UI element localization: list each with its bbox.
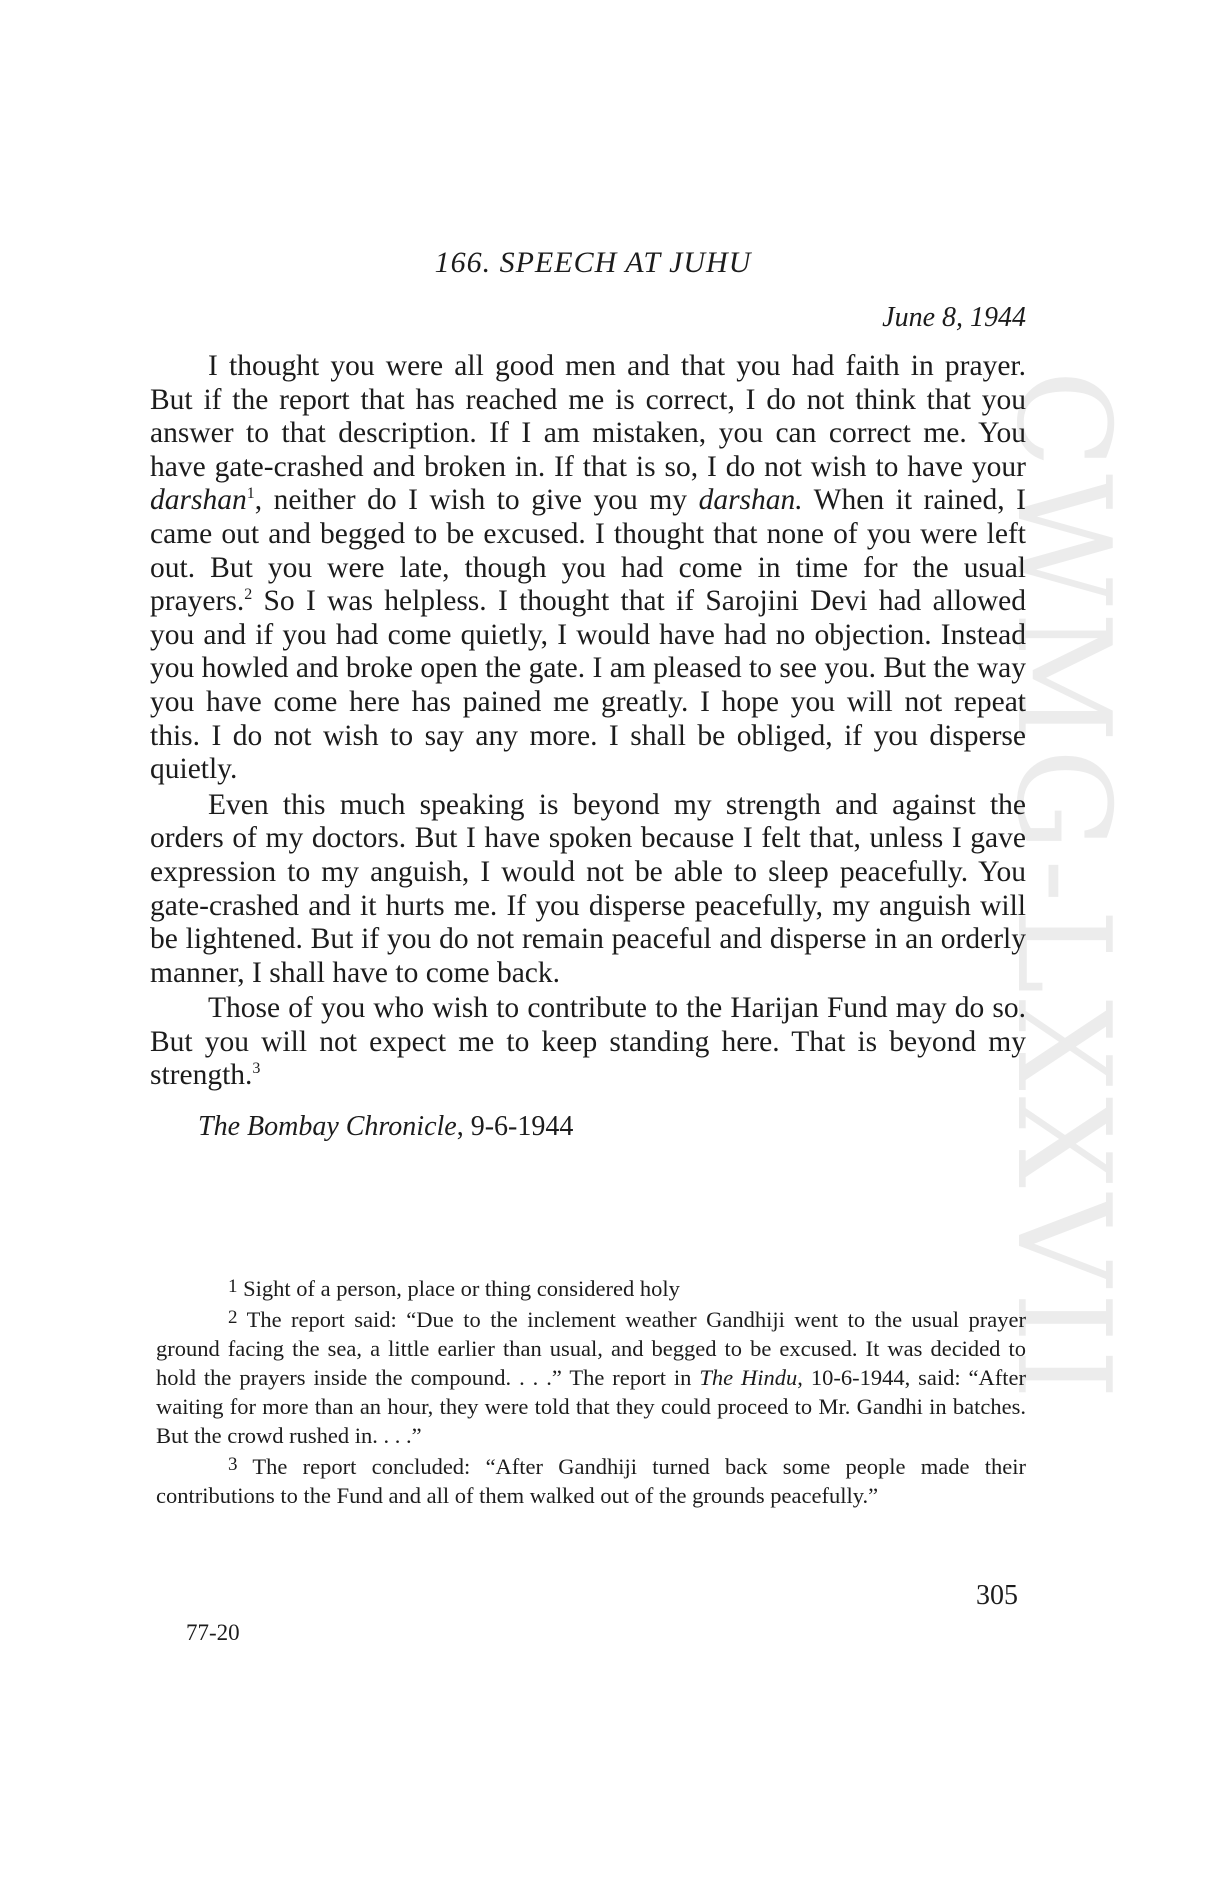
paragraph-2: Even this much speaking is beyond my strength and against the orders of my doctors. But I have spoken because I felt that, unless I gave expression to my anguish, I would not be able to sleep peacefully. You gate-crashed and it hurts me. If you disperse peacefully, my anguish will be lightened. But if you do not remain peaceful and disperse in an orderly manner, I shall have to come back. bbox=[150, 788, 1026, 989]
printer-signature: 77-20 bbox=[186, 1620, 240, 1645]
footnotes bbox=[156, 1272, 1026, 1510]
italic-term: darshan bbox=[150, 484, 247, 517]
watermark: CWMG-LXXVII bbox=[988, 370, 1137, 1406]
footnote-ref-3[interactable]: 3 bbox=[252, 1060, 261, 1078]
footnote-text: The report said: “Due to the inclement weather Gandhiji went to the usual prayer ground facing the sea, a little earlier than usual, and begged to be excused. It was decided to hold the prayers inside the compound. . . .” The report in bbox=[156, 1307, 1026, 1390]
paragraph-text: When it rained, I came out and begged to be excused. I thought that none of you were left out. But you were late, though you had come in time for the usual prayers. bbox=[150, 484, 1027, 618]
paragraph-text: , neither do I wish to give you my bbox=[254, 484, 699, 517]
footnote-ref-2[interactable]: 2 bbox=[244, 586, 253, 604]
footnote-ref-1[interactable]: 1 bbox=[246, 485, 255, 503]
italic-publication: The Hindu bbox=[699, 1365, 798, 1390]
paragraph-1 bbox=[150, 350, 1026, 787]
footnote-number: 2 bbox=[228, 1307, 238, 1328]
italic-term: darshan. bbox=[698, 484, 803, 517]
source-date: , 9-6-1944 bbox=[456, 1111, 574, 1143]
article-body bbox=[150, 350, 1026, 1143]
footnote-3 bbox=[156, 1450, 1026, 1510]
source-publication: The Bombay Chronicle bbox=[198, 1111, 457, 1143]
footnote-text: The report concluded: “After Gandhiji turned back some people made their contributions to the Fund and all of them walked out of the grounds peacefully.” bbox=[156, 1454, 1026, 1508]
paragraph-text: I thought you were all good men and that you had faith in prayer. But if the report that has reached me is correct, I do not think that you answer to that description. If I am mistaken, you can correct me. You have gate-crashed and broken in. If that is so, I do not wish to have your bbox=[150, 350, 1026, 483]
footnote-number: 3 bbox=[228, 1454, 238, 1475]
footnote-number: 1 bbox=[228, 1276, 238, 1297]
source-citation bbox=[198, 1111, 1026, 1143]
paragraph-3 bbox=[150, 992, 1026, 1093]
paragraph-text: Those of you who wish to contribute to the Harijan Fund may do so. But you will not expect me to keep standing here. That is beyond my strength. bbox=[150, 992, 1026, 1092]
article-date: June 8, 1944 bbox=[882, 302, 1026, 333]
footnote-1 bbox=[156, 1272, 1026, 1303]
footnote-text: Sight of a person, place or thing considered holy bbox=[237, 1276, 680, 1301]
article-title: 166. SPEECH AT JUHU bbox=[434, 246, 752, 279]
page-number: 305 bbox=[976, 1580, 1018, 1611]
paragraph-text: So I was helpless. I thought that if Sarojini Devi had allowed you and if you had come quietly, I would have had no objection. Instead you howled and broke open the gate. I am pleased to see you. But the way you have come here has pained me greatly. I hope you will not repeat this. I do not wish to say any more. I shall be obliged, if you disperse quietly. bbox=[150, 585, 1026, 786]
page-header bbox=[150, 246, 1026, 334]
footnote-2 bbox=[156, 1303, 1026, 1450]
footnote-text: , 10-6-1944, said: “After waiting for more than an hour, they were told that they could proceed to Mr. Gandhi in batches. But the crowd rushed in. . . .” bbox=[156, 1365, 1027, 1448]
